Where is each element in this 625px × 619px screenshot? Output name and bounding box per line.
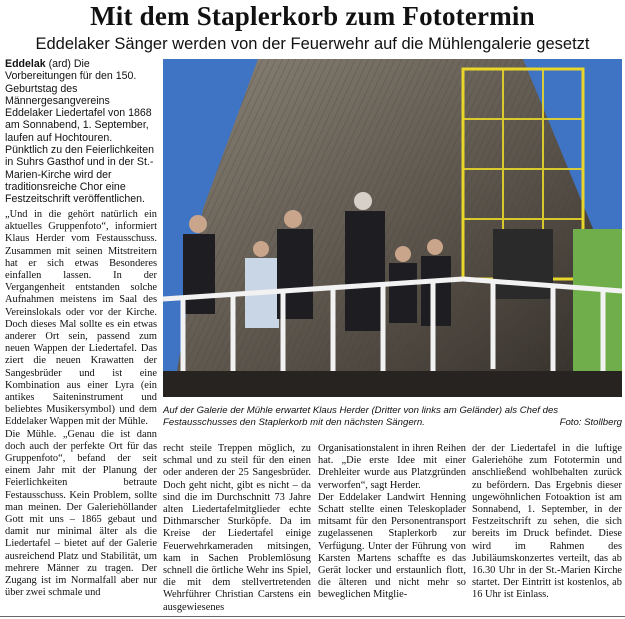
article-column-2: recht steile Treppen möglich, zu schmal und zu steil für den einen oder anderen der 25 Sangesbrüder. Doch geht nicht, gibt es nicht – da sind die im Durchschnitt 73 Jahre alten Liedertafelmitglieder echte Dithmarscher Sturköpfe. Da im Kreise der Liedertafel einige Feuerwehrkameraden mitsingen, kam in Sachen Problemlösung schnell die örtliche Wehr ins Spiel, die mit dem stellvertretenden Wehrführer Christian Carstens ein ausgewiesenes — [163, 443, 311, 613]
windmill-gallery-photo — [163, 59, 622, 397]
photo-credit: Foto: Stollberg — [559, 416, 622, 428]
caption-text: Auf der Galerie der Mühle erwartet Klaus Herder (Dritter von links am Geländer) als Chef des Festausschusses den Staplerkorb mit den nächsten Sängern. — [163, 405, 559, 428]
article-column-4: der der Liedertafel in die luftige Galeriehöhe zum Fototermin und anschließend wohlbehalten zurück zu befördern. Das Ergebnis dieser ungewöhnlichen Fotoaktion ist am Sonnabend, 1. September, in der Festzeitschrift zu sehen, die sich bereits im Druck befindet. Diese wird im Rahmen des Jubiläumskonzertes verteilt, das ab 16.30 Uhr in der St.-Marien Kirche startet. Der Eintritt ist kostenlos, ab 16 Uhr ist Einlass. — [472, 443, 622, 601]
headline: Mit dem Staplerkorb zum Fototermin — [90, 1, 535, 31]
lead-text: (ard) Die Vorbereitungen für den 150. Geburtstag des Männergesangvereins Eddelaker Liedertafel von 1868 am Sonnabend, 1. September, laufen auf Hochtouren. Pünktlich zu den Feierlichkeiten in Suhrs Gasthof und in der St.-Marien-Kirche wird der traditionsreiche Chor eine Festzeitschrift veröffentlichen. — [5, 58, 154, 206]
article-column-3: Organisationstalent in ihren Reihen hat. „Die erste Idee mit einer Drehleiter wurde aus Platzgründen verworfen“, sagt Herder. Der Eddelaker Landwirt Henning Schatt stellte einen Teleskoplader mitsamt für den Personentransport zugelassenen Staplerkorb zur Verfügung. Unter der Führung von Karsten Martens schaffte es das Gerät locker und erstaunlich flott, die älteren und nicht mehr so beweglichen Mitglie- — [318, 443, 466, 601]
green-door — [573, 229, 622, 379]
bottom-rule — [0, 616, 625, 617]
article-column-1: „Und in die gehört natürlich ein aktuelles Gruppenfoto“, informiert Klaus Herder vom Festausschuss. Zusammen mit seinen Mitstreitern hat er sich etwas Besonderes einfallen lassen. In der Vergangenheit entstanden solche Aufnahmen meistens im Saal des Vereinslokals oder vor der Kirche. Doch dieses Mal sollte es ein etwas anderer Ort sein, passend zum neuen Wappen der Liedertafel. Das ziert die neuen Krawatten der Sangesbrüder und ist eine Kombination aus einer Lyra (ein antikes Saiteninstrument und beliebtes Musikersymbol) und dem Eddelaker Wappen mit der Mühle. Die Mühle. „Genau die ist dann doch auch der perfekte Ort für das Gruppenfoto“, befand der seit einem Jahr mit der Planung der Feierlichkeiten betraute Festausschuss. Kein Problem, sollte man meinen. Der Galeriehöllander Gott mit uns – 1865 gebaut und damit nur minimal älter als die Liedertafel – bietet auf der Galerie ausreichend Platz und Stabilität, um mehrere Männer zu tragen. Der Zugang ist im Normalfall aber nur über zwei schmale und — [5, 209, 157, 599]
lead-paragraph — [5, 58, 157, 206]
subheadline: Eddelaker Sänger werden von der Feuerwehr auf die Mühlengalerie gesetzt — [35, 35, 590, 53]
article-photo — [163, 59, 622, 397]
photo-caption — [163, 405, 622, 428]
dateline: Eddelak — [5, 58, 46, 70]
gallery-floor — [163, 371, 622, 397]
stapler-machinery — [493, 229, 553, 299]
